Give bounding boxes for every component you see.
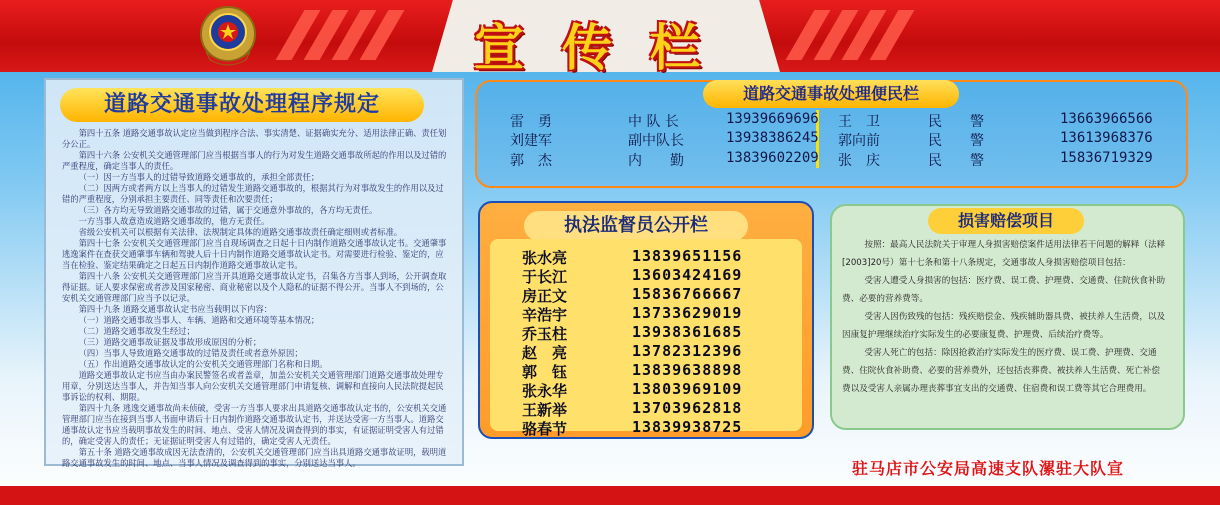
procedure-paragraph: （四）当事人导致道路交通事故的过错及责任或者意外原因； bbox=[78, 348, 303, 358]
procedure-paragraph: 第四十八条 公安机关交通管理部门应当开具道路交通事故认定书，召集各方当事人到场，公开调查取得证据。证人要求保密或者涉及国家秘密、商业秘密以及个人隐私的证据不得公开。当事人不到场的，公安机关交通管理部门应当予以记录。 bbox=[62, 271, 447, 303]
procedure-paragraph: 第四十五条 道路交通事故认定应当做到程序合法、事实清楚、证据确实充分、适用法律正确、责任划分公正。 bbox=[62, 128, 447, 149]
compensation-paragraph: 受害人遭受人身损害的包括：医疗费、误工费、护理费、交通费、住院伙食补助费、必要的营养费等。 bbox=[842, 276, 1166, 304]
supervisor-name: 房正文 bbox=[522, 287, 568, 305]
supervisor-row bbox=[522, 361, 743, 381]
supervisor-name: 郭 钰 bbox=[522, 363, 568, 381]
procedure-paragraph: （五）作出道路交通事故认定的公安机关交通管理部门名称和日期。 bbox=[78, 359, 328, 369]
supervisor-phone: 13839938725 bbox=[632, 418, 743, 436]
supervisor-phone: 13703962818 bbox=[632, 399, 743, 417]
supervisor-row bbox=[522, 418, 743, 438]
procedure-paragraph: （一）因一方当事人的过错导致道路交通事故的，承担全部责任； bbox=[78, 172, 320, 182]
convenience-panel-title: 道路交通事故处理便民栏 bbox=[742, 84, 919, 103]
supervisor-name: 乔玉柱 bbox=[522, 325, 568, 343]
bottom-banner bbox=[0, 486, 1220, 505]
police-emblem-icon bbox=[196, 4, 260, 70]
supervisor-row bbox=[522, 285, 743, 305]
contact-position: 副中队长 bbox=[628, 133, 684, 149]
contact-name: 张 庆 bbox=[838, 153, 880, 169]
contact-name: 郭向前 bbox=[838, 133, 880, 149]
contact-phone: 13938386245 bbox=[726, 130, 819, 146]
contact-phone: 13839602209 bbox=[726, 150, 819, 166]
procedure-paragraph: （二）道路交通事故发生经过； bbox=[78, 326, 195, 336]
supervisor-phone: 15836766667 bbox=[632, 285, 743, 303]
supervisor-phone: 13603424169 bbox=[632, 266, 743, 284]
contact-name: 雷 勇 bbox=[510, 114, 552, 130]
supervisor-name: 于长江 bbox=[522, 268, 568, 286]
contact-phone: 15836719329 bbox=[1060, 150, 1153, 166]
supervisor-panel-header bbox=[524, 211, 748, 241]
procedure-paragraph: 第四十九条 逃逸交通事故尚未侦破，受害一方当事人要求出具道路交通事故认定书的，公安机关交通管理部门应当在接到当事人书面申请后十日内制作道路交通事故认定书，并送达受害一方当事人。道路交通事故认定书应当载明事故发生的时间、地点、受害人情况及调查得到的事实，有证据证明受害人有过错的，确定受害人的责任；无证据证明受害人有过错的，确定受害人无责任。 bbox=[62, 403, 447, 446]
contact-position: 内 勤 bbox=[628, 153, 684, 169]
supervisor-row bbox=[522, 399, 743, 419]
contact-position: 民 警 bbox=[928, 114, 984, 130]
procedure-paragraph: 第四十七条 公安机关交通管理部门应当自现场调查之日起十日内制作道路交通事故认定书。交通肇事逃逸案件在查获交通肇事车辆和驾驶人后十日内制作道路交通事故认定书。对需要进行检验、鉴定的，应当在检验、鉴定结果确定之日起五日内制作道路交通事故认定书。 bbox=[62, 238, 447, 270]
supervisor-phone: 13839651156 bbox=[632, 247, 743, 265]
procedure-text bbox=[62, 128, 450, 468]
procedure-paragraph: 第四十九条 道路交通事故认定书应当载明以下内容： bbox=[78, 304, 273, 314]
procedure-panel bbox=[44, 78, 464, 466]
supervisor-row bbox=[522, 266, 743, 286]
contact-phone: 13613968376 bbox=[1060, 130, 1153, 146]
procedure-panel-header bbox=[60, 88, 424, 122]
compensation-panel-title: 损害赔偿项目 bbox=[957, 211, 1054, 230]
supervisor-name: 辛浩宇 bbox=[522, 306, 568, 324]
contact-name: 郭 杰 bbox=[510, 153, 552, 169]
supervisor-name: 张永华 bbox=[522, 382, 568, 400]
supervisor-phone: 13803969109 bbox=[632, 380, 743, 398]
procedure-paragraph: 一方当事人故意造成道路交通事故的，他方无责任。 bbox=[78, 216, 270, 226]
supervisor-row bbox=[522, 323, 743, 343]
convenience-panel-header bbox=[703, 80, 959, 108]
page-title: 宣传栏 bbox=[474, 18, 738, 77]
contact-position: 中 队 长 bbox=[628, 114, 679, 130]
procedure-paragraph: 第五十条 道路交通事故成因无法查清的，公安机关交通管理部门应当出具道路交通事故证明，载明道路交通事故发生的时间、地点、当事人情况及调查得到的事实，分别送达当事人。 bbox=[62, 447, 447, 468]
contact-phone: 13939669696 bbox=[726, 111, 819, 127]
procedure-paragraph: 道路交通事故认定书应当由办案民警签名或者盖章，加盖公安机关交通管理部门道路交通事故处理专用章，分别送达当事人，并告知当事人向公安机关交通管理部门申请复核、调解和直接向人民法院提起民事诉讼的权利、期限。 bbox=[62, 370, 444, 402]
compensation-panel-header bbox=[928, 208, 1084, 234]
contact-position: 民 警 bbox=[928, 133, 984, 149]
procedure-panel-title: 道路交通事故处理程序规定 bbox=[103, 92, 380, 117]
procedure-paragraph: 第四十六条 公安机关交通管理部门应当根据当事人的行为对发生道路交通事故所起的作用以及过错的严重程度，确定当事人的责任。 bbox=[62, 150, 447, 171]
compensation-paragraph: 按照：最高人民法院关于审理人身损害赔偿案件适用法律若干问题的解释（法释[2003]20号）第十七条和第十八条规定，交通事故人身损害赔偿项目包括： bbox=[842, 240, 1166, 268]
procedure-paragraph: 省级公安机关可以根据有关法律、法规制定具体的道路交通事故责任确定细则或者标准。 bbox=[78, 227, 403, 237]
contact-phone: 13663966566 bbox=[1060, 111, 1153, 127]
procedure-paragraph: （三）道路交通事故证据及事故形成原因的分析； bbox=[78, 337, 262, 347]
procedure-paragraph: （二）因两方或者两方以上当事人的过错发生道路交通事故的，根据其行为对事故发生的作用以及过错的严重程度，分别承担主要责任、同等责任和次要责任； bbox=[62, 183, 444, 204]
supervisor-panel-title: 执法监督员公开栏 bbox=[564, 215, 708, 236]
procedure-paragraph: （一）道路交通事故当事人、车辆、道路和交通环境等基本情况； bbox=[78, 315, 320, 325]
supervisor-name: 骆春节 bbox=[522, 420, 568, 438]
supervisor-row bbox=[522, 304, 743, 324]
compensation-paragraph: 受害人因伤致残的包括：残疾赔偿金、残疾辅助器具费、被扶养人生活费，以及因康复护理继续治疗实际发生的必要康复费、护理费、后续治疗费等。 bbox=[842, 312, 1166, 340]
supervisor-phone: 13938361685 bbox=[632, 323, 743, 341]
contact-name: 刘建军 bbox=[510, 133, 552, 149]
procedure-paragraph: （三）各方均无导致道路交通事故的过错，属于交通意外事故的，各方均无责任。 bbox=[78, 205, 378, 215]
supervisor-name: 赵 亮 bbox=[522, 344, 568, 362]
supervisor-phone: 13782312396 bbox=[632, 342, 743, 360]
supervisor-name: 张水亮 bbox=[522, 249, 568, 267]
supervisor-row bbox=[522, 342, 743, 362]
contact-position: 民 警 bbox=[928, 153, 984, 169]
supervisor-phone: 13839638898 bbox=[632, 361, 743, 379]
compensation-text bbox=[842, 236, 1168, 424]
supervisor-name: 王新举 bbox=[522, 401, 568, 419]
supervisor-row bbox=[522, 247, 743, 267]
compensation-panel bbox=[830, 204, 1185, 430]
supervisor-row bbox=[522, 380, 743, 400]
supervisor-phone: 13733629019 bbox=[632, 304, 743, 322]
compensation-paragraph: 受害人死亡的包括：除因抢救治疗实际发生的医疗费、误工费、护理费、交通费、住院伙食补助费、必要的营养费外，还包括丧葬费、被扶养人生活费、死亡补偿费以及受害人亲属办理丧葬事宜支出的交通费、住宿费和误工费等其它合理费用。 bbox=[842, 348, 1160, 394]
contact-name: 王 卫 bbox=[838, 114, 880, 130]
issuer-footer: 驻马店市公安局高速支队漯驻大队宣 bbox=[851, 459, 1124, 478]
